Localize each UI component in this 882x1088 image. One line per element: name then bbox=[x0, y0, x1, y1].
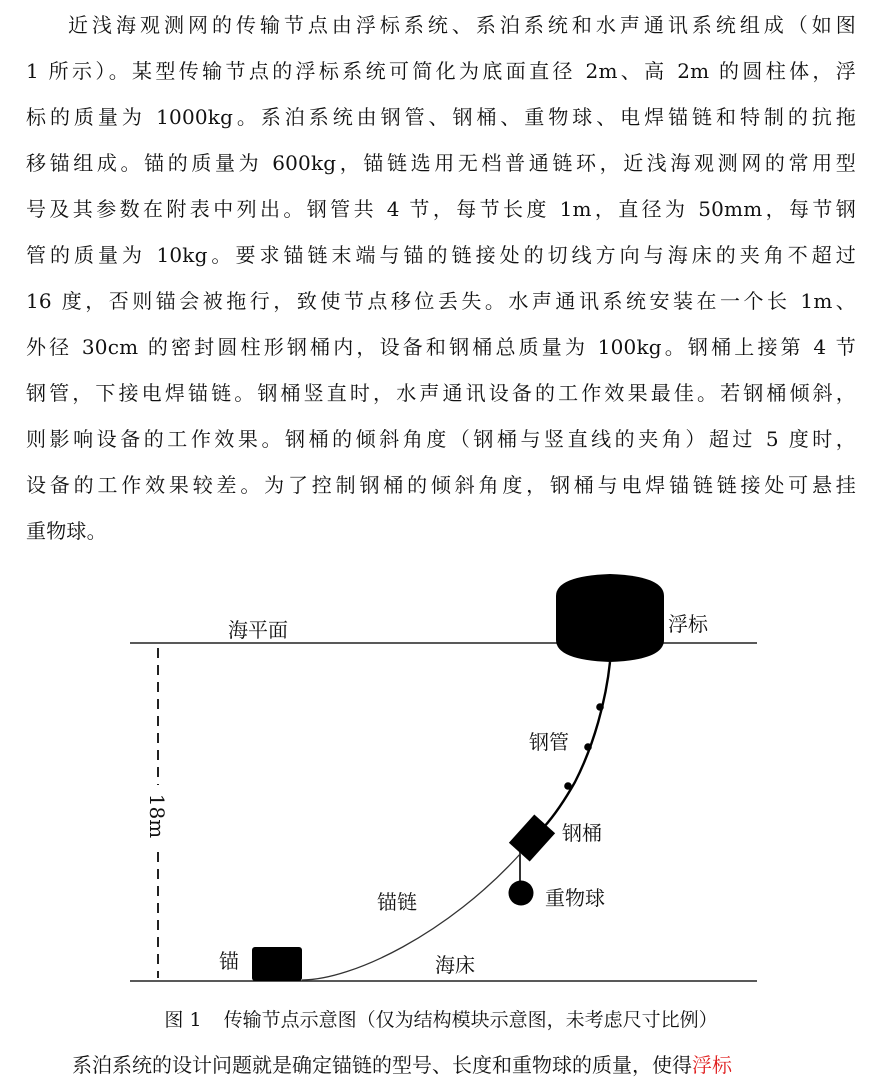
buoy-label: 浮标 bbox=[668, 612, 708, 636]
paragraph-continuation bbox=[72, 1042, 732, 1088]
paragraph-line: 号及其参数在附表中列出。钢管共 4 节，每节长度 1m，直径为 50mm，每节钢 bbox=[26, 197, 856, 221]
paragraph-line: 外径 30cm 的密封圆柱形钢桶内，设备和钢桶总质量为 100kg。钢桶上接第 4 节 bbox=[26, 335, 856, 359]
weight-ball-label: 重物球 bbox=[545, 886, 605, 910]
anchor-chain-label: 锚链 bbox=[377, 890, 417, 914]
paragraph-line: 钢管，下接电焊锚链。钢桶竖直时，水声通讯设备的工作效果最佳。若钢桶倾斜， bbox=[26, 381, 856, 405]
paragraph-line: 系泊系统的设计问题就是确定锚链的型号、长度和重物球的质量，使得 bbox=[72, 1053, 692, 1077]
pipe-joint bbox=[564, 782, 572, 790]
sea-level-label: 海平面 bbox=[228, 618, 288, 642]
highlighted-term: 浮标 bbox=[692, 1053, 732, 1077]
mooring-diagram bbox=[0, 560, 882, 1000]
paragraph-line: 则影响设备的工作效果。钢桶的倾斜角度（钢桶与竖直线的夹角）超过 5 度时， bbox=[26, 427, 856, 451]
pipe-joint bbox=[584, 743, 592, 751]
paragraph-line: 标的质量为 1000kg。系泊系统由钢管、钢桶、重物球、电焊锚链和特制的抗拖 bbox=[26, 105, 856, 129]
figure-caption bbox=[0, 1000, 882, 1040]
buoy-shape bbox=[556, 574, 664, 662]
problem-paragraph bbox=[26, 2, 856, 554]
paragraph-line: 重物球。 bbox=[26, 519, 107, 543]
figure-caption-text: 传输节点示意图（仅为结构模块示意图，未考虑尺寸比例） bbox=[223, 1009, 718, 1031]
depth-label: 18m bbox=[145, 793, 169, 839]
steel-drum-label: 钢桶 bbox=[562, 821, 602, 845]
anchor-chain bbox=[302, 853, 521, 980]
steel-pipe-label: 钢管 bbox=[529, 730, 569, 754]
paragraph-line: 近浅海观测网的传输节点由浮标系统、系泊系统和水声通讯系统组成（如图 bbox=[68, 13, 856, 37]
paragraph-line: 16 度，否则锚会被拖行，致使节点移位丢失。水声通讯系统安装在一个长 1m、 bbox=[26, 289, 856, 313]
figure-number: 图 1 bbox=[164, 1009, 202, 1031]
pipe-joint bbox=[596, 703, 604, 711]
paragraph-line: 设备的工作效果较差。为了控制钢桶的倾斜角度，钢桶与电焊锚链链接处可悬挂 bbox=[26, 473, 856, 497]
paragraph-line: 移锚组成。锚的质量为 600kg，锚链选用无档普通链环，近浅海观测网的常用型 bbox=[26, 151, 856, 175]
paragraph-line: 1 所示）。某型传输节点的浮标系统可简化为底面直径 2m、高 2m 的圆柱体，浮 bbox=[26, 59, 856, 83]
paragraph-line: 管的质量为 10kg。要求锚链末端与锚的链接处的切线方向与海床的夹角不超过 bbox=[26, 243, 856, 267]
anchor-block bbox=[252, 947, 302, 981]
seabed-label: 海床 bbox=[435, 953, 475, 977]
anchor-label: 锚 bbox=[219, 949, 239, 973]
weight-ball bbox=[509, 881, 534, 906]
